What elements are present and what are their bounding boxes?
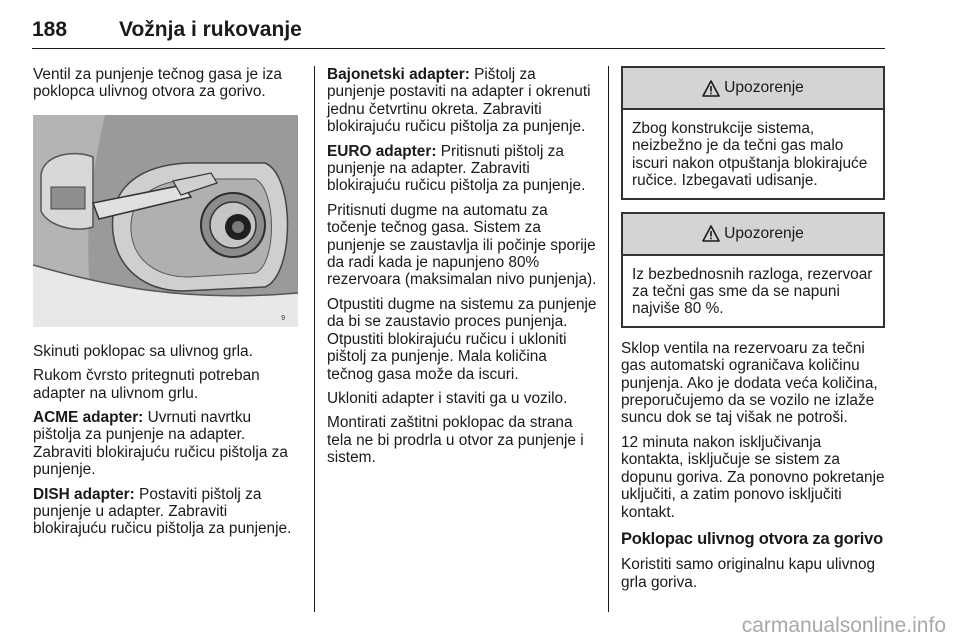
paragraph: Ukloniti adapter i staviti ga u vozilo. [327, 389, 568, 407]
warning-body [623, 110, 883, 198]
bajonet-adapter-paragraph: Bajonetski adapter: Pištolj za punjenje postaviti na adapter i okrenuti jednu četvrtinu okreta. Zabraviti blokirajuću ručicu pištolja za punjenje. [327, 66, 591, 136]
paragraph: Koristiti samo originalnu kapu ulivnog grla goriva. [621, 556, 876, 591]
column-1 [33, 66, 303, 545]
warning-box [621, 66, 885, 200]
column-divider [314, 66, 315, 612]
warning-triangle-icon [702, 225, 720, 242]
column-2 [327, 66, 597, 474]
subsection-heading: Poklopac ulivnog otvora za gorivo [621, 529, 884, 548]
warning-box [621, 212, 885, 328]
section-title: Vožnja i rukovanje [119, 18, 302, 41]
euro-adapter-paragraph: EURO adapter: Pritisnuti pištolj za punjenje na adapter. Zabraviti blokirajuću ručicu pištolja za punjenje. [327, 142, 586, 195]
warning-title: Upozorenje [724, 224, 804, 242]
warning-body [623, 256, 883, 326]
euro-adapter-label: EURO adapter: [327, 142, 437, 160]
header-rule [32, 48, 885, 49]
dish-adapter-label: DISH adapter: [33, 485, 135, 503]
fuel-filler-illustration [33, 115, 298, 327]
dish-adapter-paragraph: DISH adapter: Postaviti pištolj za punjenje u adapter. Zabraviti blokirajuću ručicu pištolja za punjenje. [33, 485, 292, 538]
warning-title: Upozorenje [724, 79, 804, 97]
warning-text: Iz bezbednosnih razloga, rezervoar za tečni gas sme da se napuni najviše 80 %. [632, 265, 873, 318]
warning-triangle-icon [702, 80, 720, 97]
warning-text: Zbog konstrukcije sistema, neizbežno je da tečni gas malo iscuri nakon otpuštanja blokirajuće ručice. Izbegavati udisanje. [632, 120, 868, 190]
watermark: carmanualsonline.info [741, 614, 946, 637]
page-header [32, 18, 885, 52]
intro-paragraph: Ventil za punjenje tečnog gasa je iza poklopca ulivnog otvora za gorivo. [33, 66, 282, 101]
page-number: 188 [32, 18, 68, 41]
figure-label: 9 [281, 314, 285, 322]
paragraph: Otpustiti dugme na sistemu za punjenje da bi se zaustavio proces punjenja. Otpustiti blokirajuću ručicu i ukloniti pištolj za punjenje. Mala količina tečnog gasa može da iscuri. [327, 295, 597, 383]
bajonet-adapter-label: Bajonetski adapter: [327, 66, 470, 83]
paragraph: Skinuti poklopac sa ulivnog grla. [33, 342, 253, 360]
column-3 [621, 66, 885, 598]
column-divider [608, 66, 609, 612]
acme-adapter-label: ACME adapter: [33, 409, 144, 427]
paragraph: Rukom čvrsto pritegnuti potreban adapter na ulivnom grlu. [33, 367, 260, 402]
paragraph: 12 minuta nakon isključivanja kontakta, isključuje se sistem za dopunu goriva. Za ponovno pokretanje uključiti, a zatim ponovo isključiti kontakt. [621, 433, 885, 521]
acme-adapter-paragraph: ACME adapter: Uvrnuti navrtku pištolja za punjenje na adapter. Zabraviti blokirajuću ručicu pištolja za punjenje. [33, 409, 288, 479]
warning-header [623, 214, 883, 256]
paragraph: Sklop ventila na rezervoaru za tečni gas automatski ograničava količinu punjenja. Ako je dodata veća količina, preporučujemo da se vozilo ne izlaže suncu dok se taj višak ne potroši. [621, 339, 878, 427]
warning-header [623, 68, 883, 110]
paragraph: Montirati zaštitni poklopac da strana tela ne bi prodrla u otvor za punjenje i sistem. [327, 414, 584, 467]
paragraph: Pritisnuti dugme na automatu za točenje tečnog gasa. Sistem za punjenje se zaustavlja ili počinje sporije da radi kada je napunjeno 80% rezervoara (maksimalan nivo punjenja). [327, 201, 597, 289]
